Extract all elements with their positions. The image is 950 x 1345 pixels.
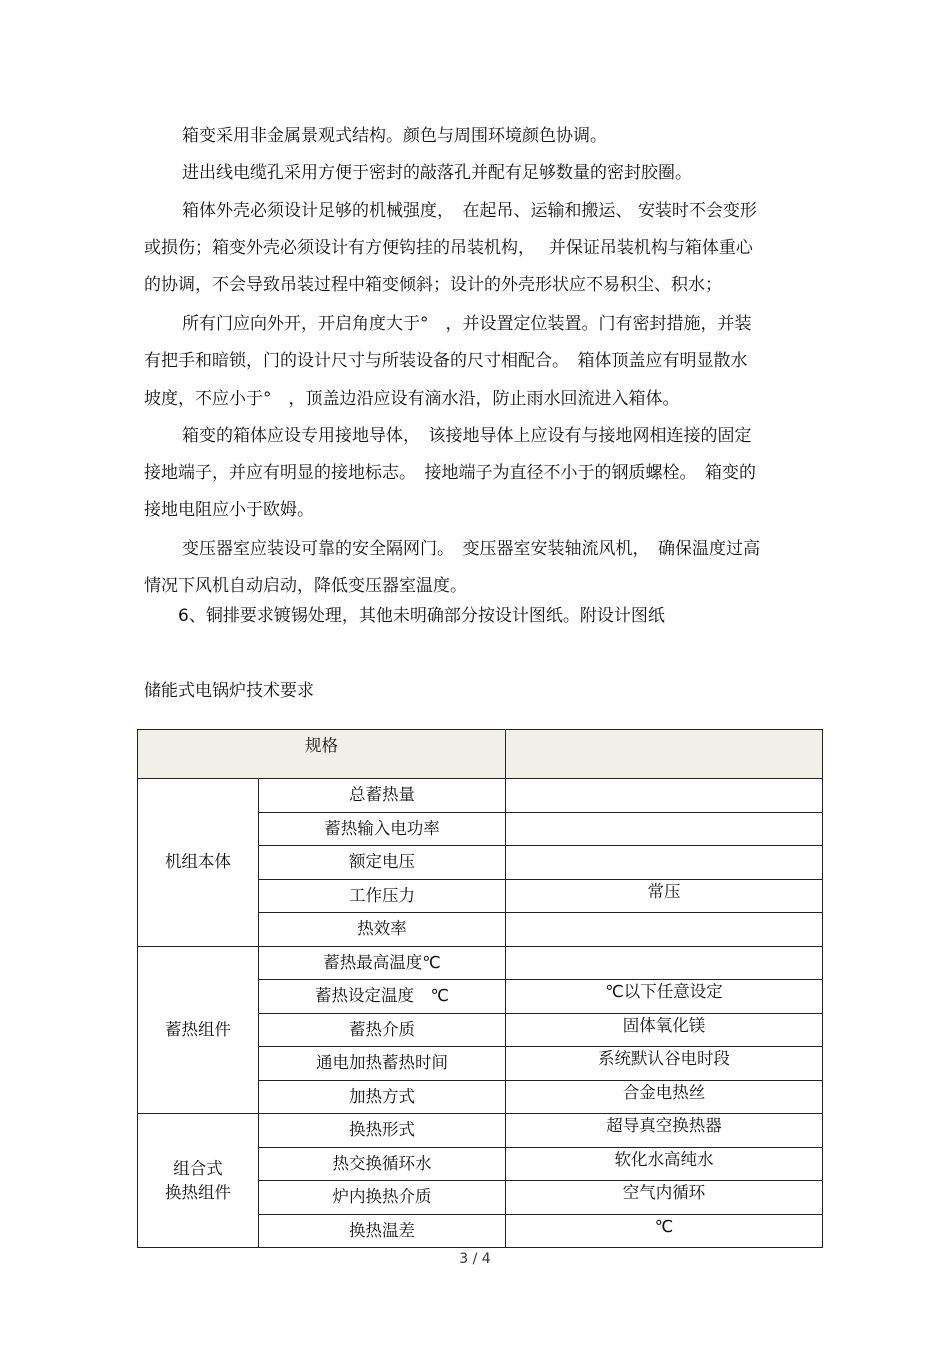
value-cell: 系统默认谷电时段	[506, 1047, 823, 1081]
item-cell: 热交换循环水	[259, 1147, 506, 1181]
paragraph-line: 箱变采用非金属景观式结构。颜色与周围环境颜色协调。	[182, 126, 607, 146]
item-cell: 换热形式	[259, 1114, 506, 1148]
spec-table	[137, 729, 823, 1248]
paragraph-line: 箱体外壳必须设计足够的机械强度， 在起吊、运输和搬运、 安装时不会变形	[182, 201, 757, 221]
item-cell: 热效率	[259, 913, 506, 947]
group-label-line: 组合式	[173, 1158, 223, 1178]
item-cell: 蓄热介质	[259, 1013, 506, 1047]
value-cell	[506, 779, 823, 813]
paragraph-line: 进出线电缆孔采用方便于密封的敲落孔并配有足够数量的密封胶圈。	[182, 163, 692, 183]
item-cell: 工作压力	[259, 879, 506, 913]
paragraph-line: 坡度，不应小于° ，顶盖边沿应设有滴水沿，防止雨水回流进入箱体。	[144, 389, 680, 409]
item-cell: 炉内换热介质	[259, 1181, 506, 1215]
value-cell: 常压	[506, 879, 823, 913]
table-header-row	[138, 730, 823, 779]
paragraph-line: 变压器室应装设可靠的安全隔网门。 变压器室安装轴流风机， 确保温度过高	[182, 539, 760, 559]
value-cell: 空气内循环	[506, 1181, 823, 1215]
group-label: 蓄热组件	[138, 946, 259, 1114]
group-label: 机组本体	[138, 779, 259, 947]
value-cell	[506, 913, 823, 947]
table-row	[138, 946, 823, 980]
paragraph-line: 接地电阻应小于欧姆。	[144, 500, 314, 520]
page-number: 3 / 4	[459, 1251, 491, 1267]
item-cell: 总蓄热量	[259, 779, 506, 813]
item-cell: 蓄热最高温度℃	[259, 946, 506, 980]
paragraph-line: 所有门应向外开，开启角度大于° ，并设置定位装置。门有密封措施，并装	[182, 314, 752, 334]
value-cell	[506, 846, 823, 880]
item-cell: 蓄热设定温度 ℃	[259, 980, 506, 1014]
paragraph-line: 情况下风机自动启动，降低变压器室温度。	[144, 576, 467, 596]
table-row	[138, 779, 823, 813]
paragraph-line: 的协调，不会导致吊装过程中箱变倾斜；设计的外壳形状应不易积尘、积水；	[144, 275, 722, 295]
item-cell: 换热温差	[259, 1214, 506, 1248]
item-cell: 通电加热蓄热时间	[259, 1047, 506, 1081]
value-cell: ℃	[506, 1214, 823, 1248]
value-cell: 合金电热丝	[506, 1080, 823, 1114]
paragraph-line: 6、铜排要求镀锡处理，其他未明确部分按设计图纸。附设计图纸	[178, 606, 665, 626]
value-cell	[506, 812, 823, 846]
group-label	[138, 1114, 259, 1248]
item-cell: 加热方式	[259, 1080, 506, 1114]
value-cell	[506, 946, 823, 980]
group-label-line: 换热组件	[165, 1182, 231, 1202]
item-cell: 蓄热输入电功率	[259, 812, 506, 846]
value-cell: ℃以下任意设定	[506, 980, 823, 1014]
item-cell: 额定电压	[259, 846, 506, 880]
value-cell: 固体氧化镁	[506, 1013, 823, 1047]
section-title: 储能式电锅炉技术要求	[144, 681, 314, 701]
paragraph-line: 接地端子，并应有明显的接地标志。 接地端子为直径不小于的钢质螺栓。 箱变的	[144, 463, 756, 483]
paragraph-line: 或损伤；箱变外壳必须设计有方便钩挂的吊装机构， 并保证吊装机构与箱体重心	[144, 238, 753, 258]
value-cell: 超导真空换热器	[506, 1114, 823, 1148]
paragraph-line: 箱变的箱体应设专用接地导体， 该接地导体上应设有与接地网相连接的固定	[182, 426, 752, 446]
header-value-cell	[506, 730, 823, 779]
header-spec-cell: 规格	[138, 730, 506, 779]
table-row	[138, 1114, 823, 1148]
paragraph-line: 有把手和暗锁，门的设计尺寸与所装设备的尺寸相配合。 箱体顶盖应有明显散水	[144, 351, 748, 371]
value-cell: 软化水高纯水	[506, 1147, 823, 1181]
